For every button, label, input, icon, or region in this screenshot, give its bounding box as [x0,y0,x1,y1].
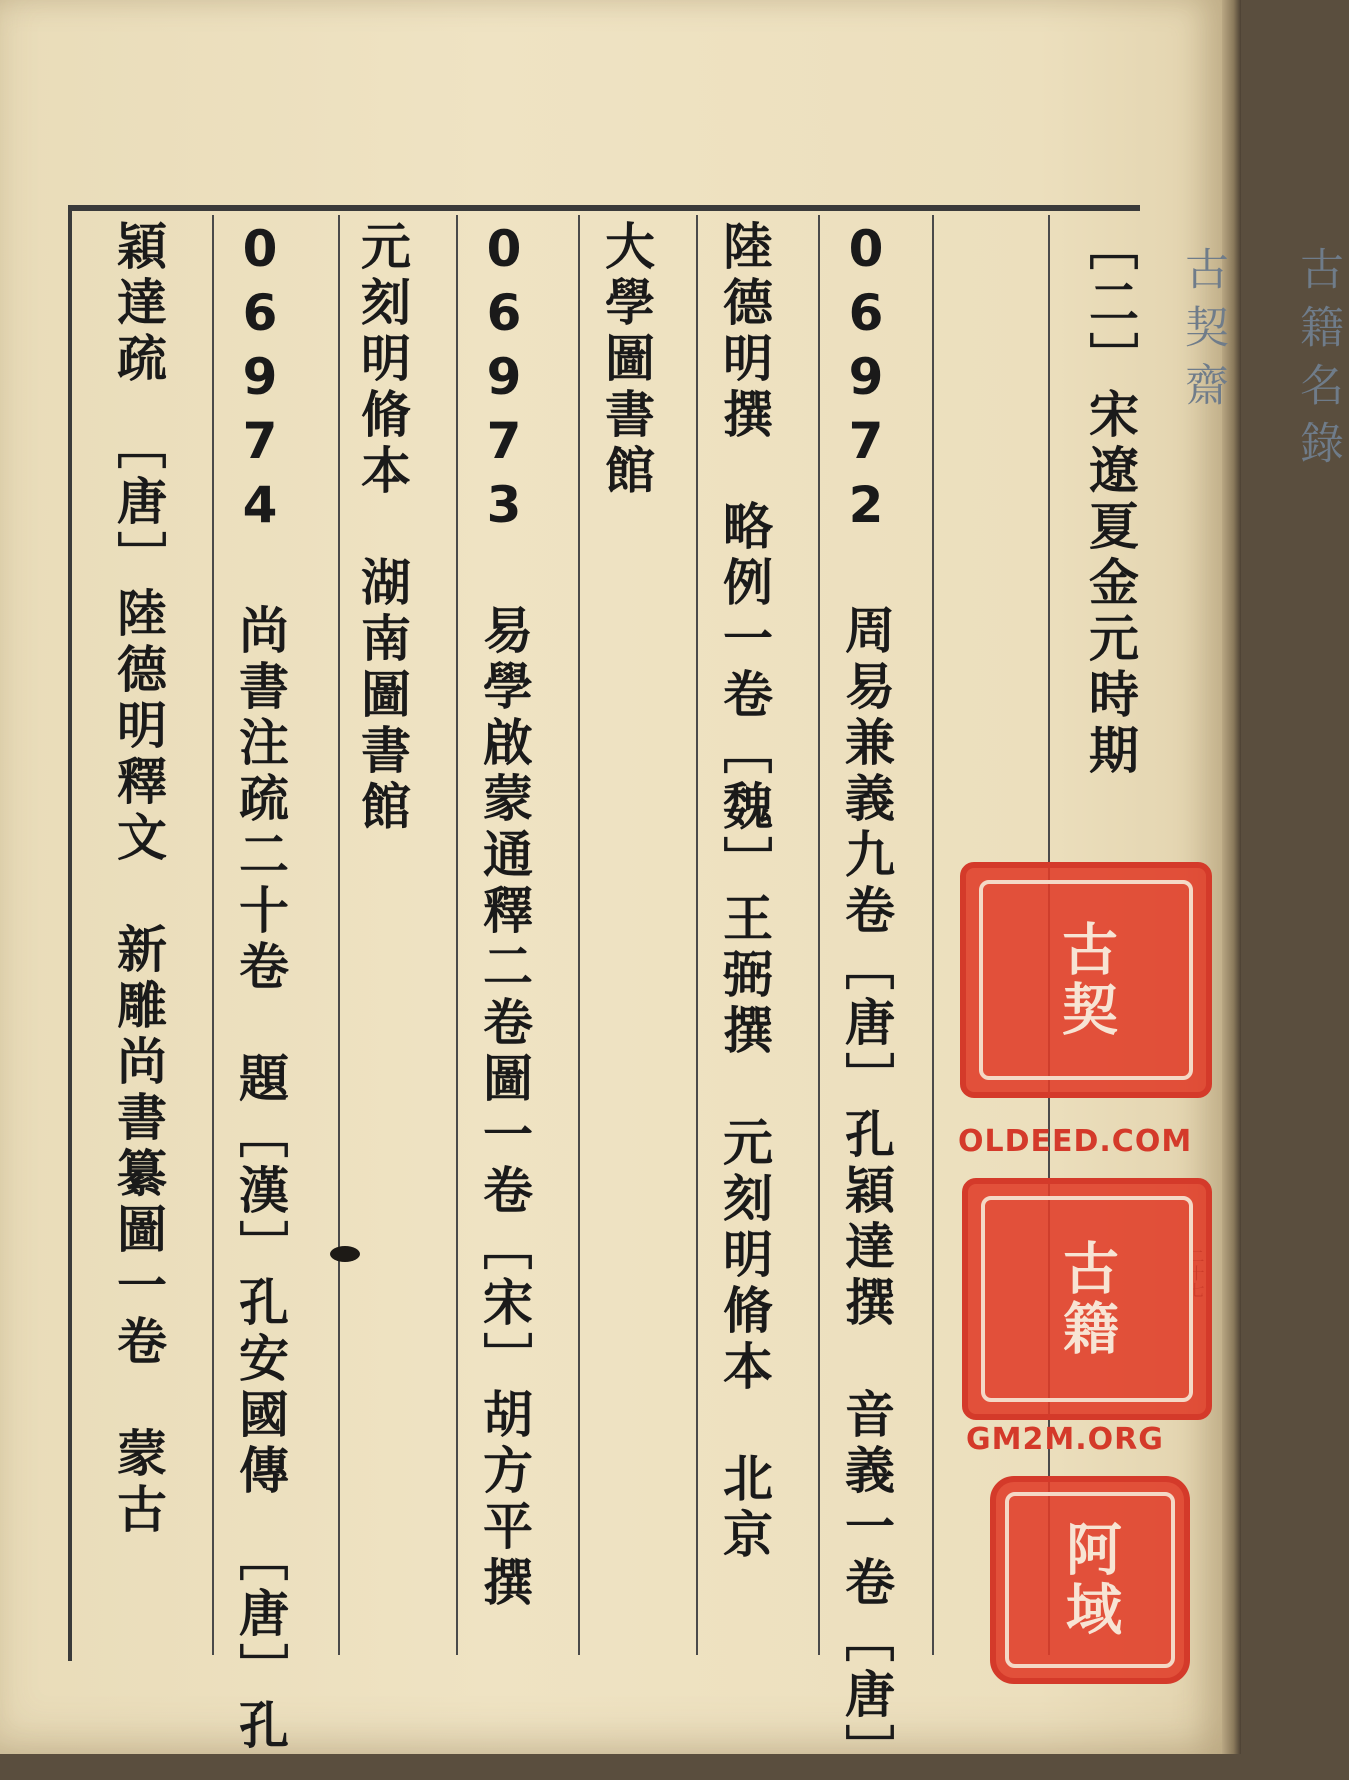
column-rule [456,215,458,1655]
seal-stamp [990,1476,1190,1684]
binding-hole [330,1246,360,1262]
seal-stamp [960,862,1212,1098]
watermark-url: OLDEED.COM [958,1124,1193,1159]
text-column: 06972 周易兼義九卷［唐］孔穎達撰 音義一卷［唐］ [837,220,895,1780]
text-column: 06974 尚書注疏二十卷 題［漢］孔安國傳 ［唐］孔 [231,220,289,1755]
seal-text: 阿域 [1005,1492,1175,1669]
margin-caption [1170,246,1349,478]
seal-stamp [962,1178,1212,1420]
book-title: 古籍名錄 [1292,246,1343,478]
text-column: 元刻明脩本 湖南圖書館 [353,220,411,836]
column-rule [818,215,820,1655]
watermark-url: GM2M.ORG [966,1422,1164,1457]
column-rule [338,215,340,1655]
column-rule [578,215,580,1655]
column-rule [212,215,214,1655]
text-column: 大學圖書館 [597,220,655,500]
seal-text: 古契 [979,880,1193,1081]
text-column: 穎達疏 ［唐］陸德明釋文 新雕尚書纂圖一卷 蒙古 [109,220,167,1539]
text-column: 06973 易學啟蒙通釋二卷圖一卷［宋］胡方平撰 [475,220,533,1612]
section-heading: ［二］宋遼夏金元時期 [1081,220,1139,780]
column-rule [696,215,698,1655]
text-column: 陸德明撰 略例一卷［魏］王弼撰 元刻明脩本 北京 [715,220,773,1564]
studio-name: 古契齋 [1177,246,1228,420]
column-rule [932,215,934,1655]
seal-text: 古籍 [981,1196,1194,1402]
